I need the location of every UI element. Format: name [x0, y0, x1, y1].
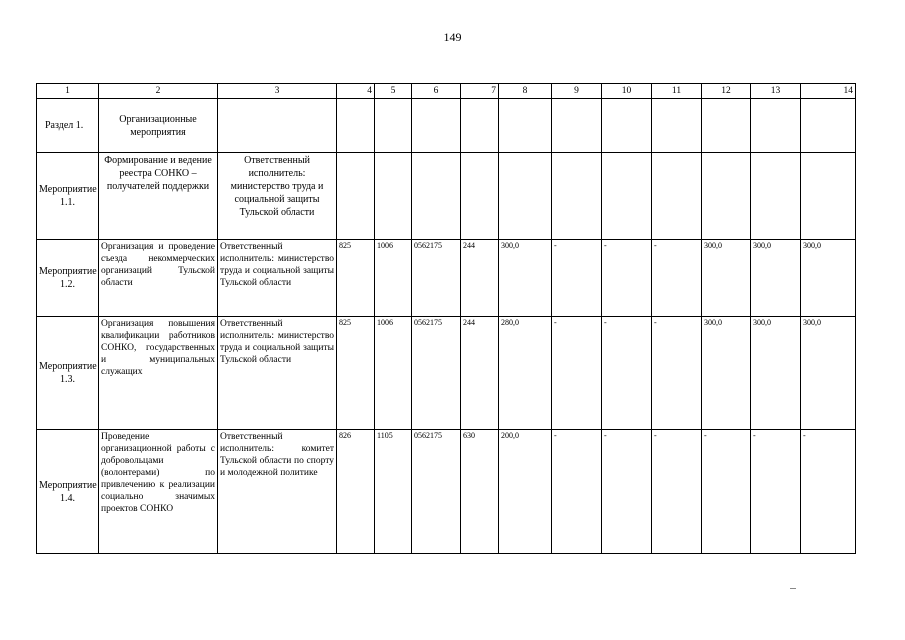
cell-value: 825	[337, 240, 375, 317]
page-number: 149	[443, 30, 462, 44]
cell-value: 1006	[375, 317, 412, 430]
cell-value	[552, 153, 602, 240]
col-header-12: 12	[702, 84, 751, 99]
row-executor: Ответственный исполнитель: министерство труда и социальной защиты Тульской области	[218, 240, 337, 317]
cell-value	[702, 153, 751, 240]
cell-value: -	[602, 317, 652, 430]
row-name: Проведение организационной работы с добровольцами (волонтерами) по привлечению к реализации социально значимых проектов СОНКО	[99, 430, 218, 554]
cell-value: -	[602, 240, 652, 317]
cell-value	[801, 153, 856, 240]
cell-value: 826	[337, 430, 375, 554]
cell-value	[461, 153, 499, 240]
cell-value: 244	[461, 240, 499, 317]
cell-value: 1105	[375, 430, 412, 554]
cell-value: 630	[461, 430, 499, 554]
col-header-3: 3	[218, 84, 337, 99]
cell-value: -	[652, 430, 702, 554]
col-header-13: 13	[751, 84, 801, 99]
cell-value: 0562175	[412, 240, 461, 317]
cell-value: -	[602, 430, 652, 554]
col-header-11: 11	[652, 84, 702, 99]
table-row	[37, 317, 856, 430]
row-name: Организация повышения квалификации работников СОНКО, государственных и муниципальных служащих	[99, 317, 218, 430]
cell-value	[602, 153, 652, 240]
cell-value: 0562175	[412, 317, 461, 430]
section-label: Раздел 1.	[37, 99, 99, 153]
col-header-8: 8	[499, 84, 552, 99]
col-header-6: 6	[412, 84, 461, 99]
scan-mark	[790, 588, 796, 589]
cell-value	[499, 153, 552, 240]
section-title: Организационные мероприятия	[99, 99, 218, 153]
row-name: Формирование и ведение реестра СОНКО – получателей поддержки	[99, 153, 218, 240]
col-header-7: 7	[461, 84, 499, 99]
col-header-9: 9	[552, 84, 602, 99]
program-activities-table	[36, 83, 856, 554]
cell-value: -	[702, 430, 751, 554]
row-executor: Ответственный исполнитель: министерство труда и социальной защиты Тульской области	[218, 153, 337, 240]
cell-value	[751, 153, 801, 240]
cell-value: 200,0	[499, 430, 552, 554]
row-label: Мероприятие 1.2.	[37, 240, 99, 317]
row-label: Мероприятие 1.4.	[37, 430, 99, 554]
cell-value: 300,0	[499, 240, 552, 317]
cell-value: 300,0	[801, 317, 856, 430]
cell-value: 300,0	[751, 240, 801, 317]
row-executor: Ответственный исполнитель: комитет Тульской области по спорту и молодежной политике	[218, 430, 337, 554]
cell-value: 280,0	[499, 317, 552, 430]
cell-value: 300,0	[801, 240, 856, 317]
col-header-2: 2	[99, 84, 218, 99]
row-executor: Ответственный исполнитель: министерство труда и социальной защиты Тульской области	[218, 317, 337, 430]
table-row	[37, 240, 856, 317]
cell-value: 1006	[375, 240, 412, 317]
cell-value: -	[552, 430, 602, 554]
cell-value: -	[801, 430, 856, 554]
cell-value: 300,0	[702, 317, 751, 430]
cell-value: 825	[337, 317, 375, 430]
cell-value: -	[552, 240, 602, 317]
col-header-14: 14	[801, 84, 856, 99]
section-row	[37, 99, 856, 153]
cell-value	[375, 153, 412, 240]
cell-value: -	[652, 317, 702, 430]
row-label: Мероприятие 1.3.	[37, 317, 99, 430]
cell-value	[412, 153, 461, 240]
row-label: Мероприятие 1.1.	[37, 153, 99, 240]
cell-value: 244	[461, 317, 499, 430]
col-header-4: 4	[337, 84, 375, 99]
table-row	[37, 153, 856, 240]
cell-value: 300,0	[702, 240, 751, 317]
column-number-row	[37, 84, 856, 99]
cell-value: -	[751, 430, 801, 554]
col-header-10: 10	[602, 84, 652, 99]
table-row	[37, 430, 856, 554]
cell-value: -	[652, 240, 702, 317]
col-header-1: 1	[37, 84, 99, 99]
row-name: Организация и проведение съезда некоммерческих организаций Тульской области	[99, 240, 218, 317]
cell-value	[652, 153, 702, 240]
cell-value	[337, 153, 375, 240]
cell-value: 300,0	[751, 317, 801, 430]
cell-value: -	[552, 317, 602, 430]
col-header-5: 5	[375, 84, 412, 99]
cell-value: 0562175	[412, 430, 461, 554]
